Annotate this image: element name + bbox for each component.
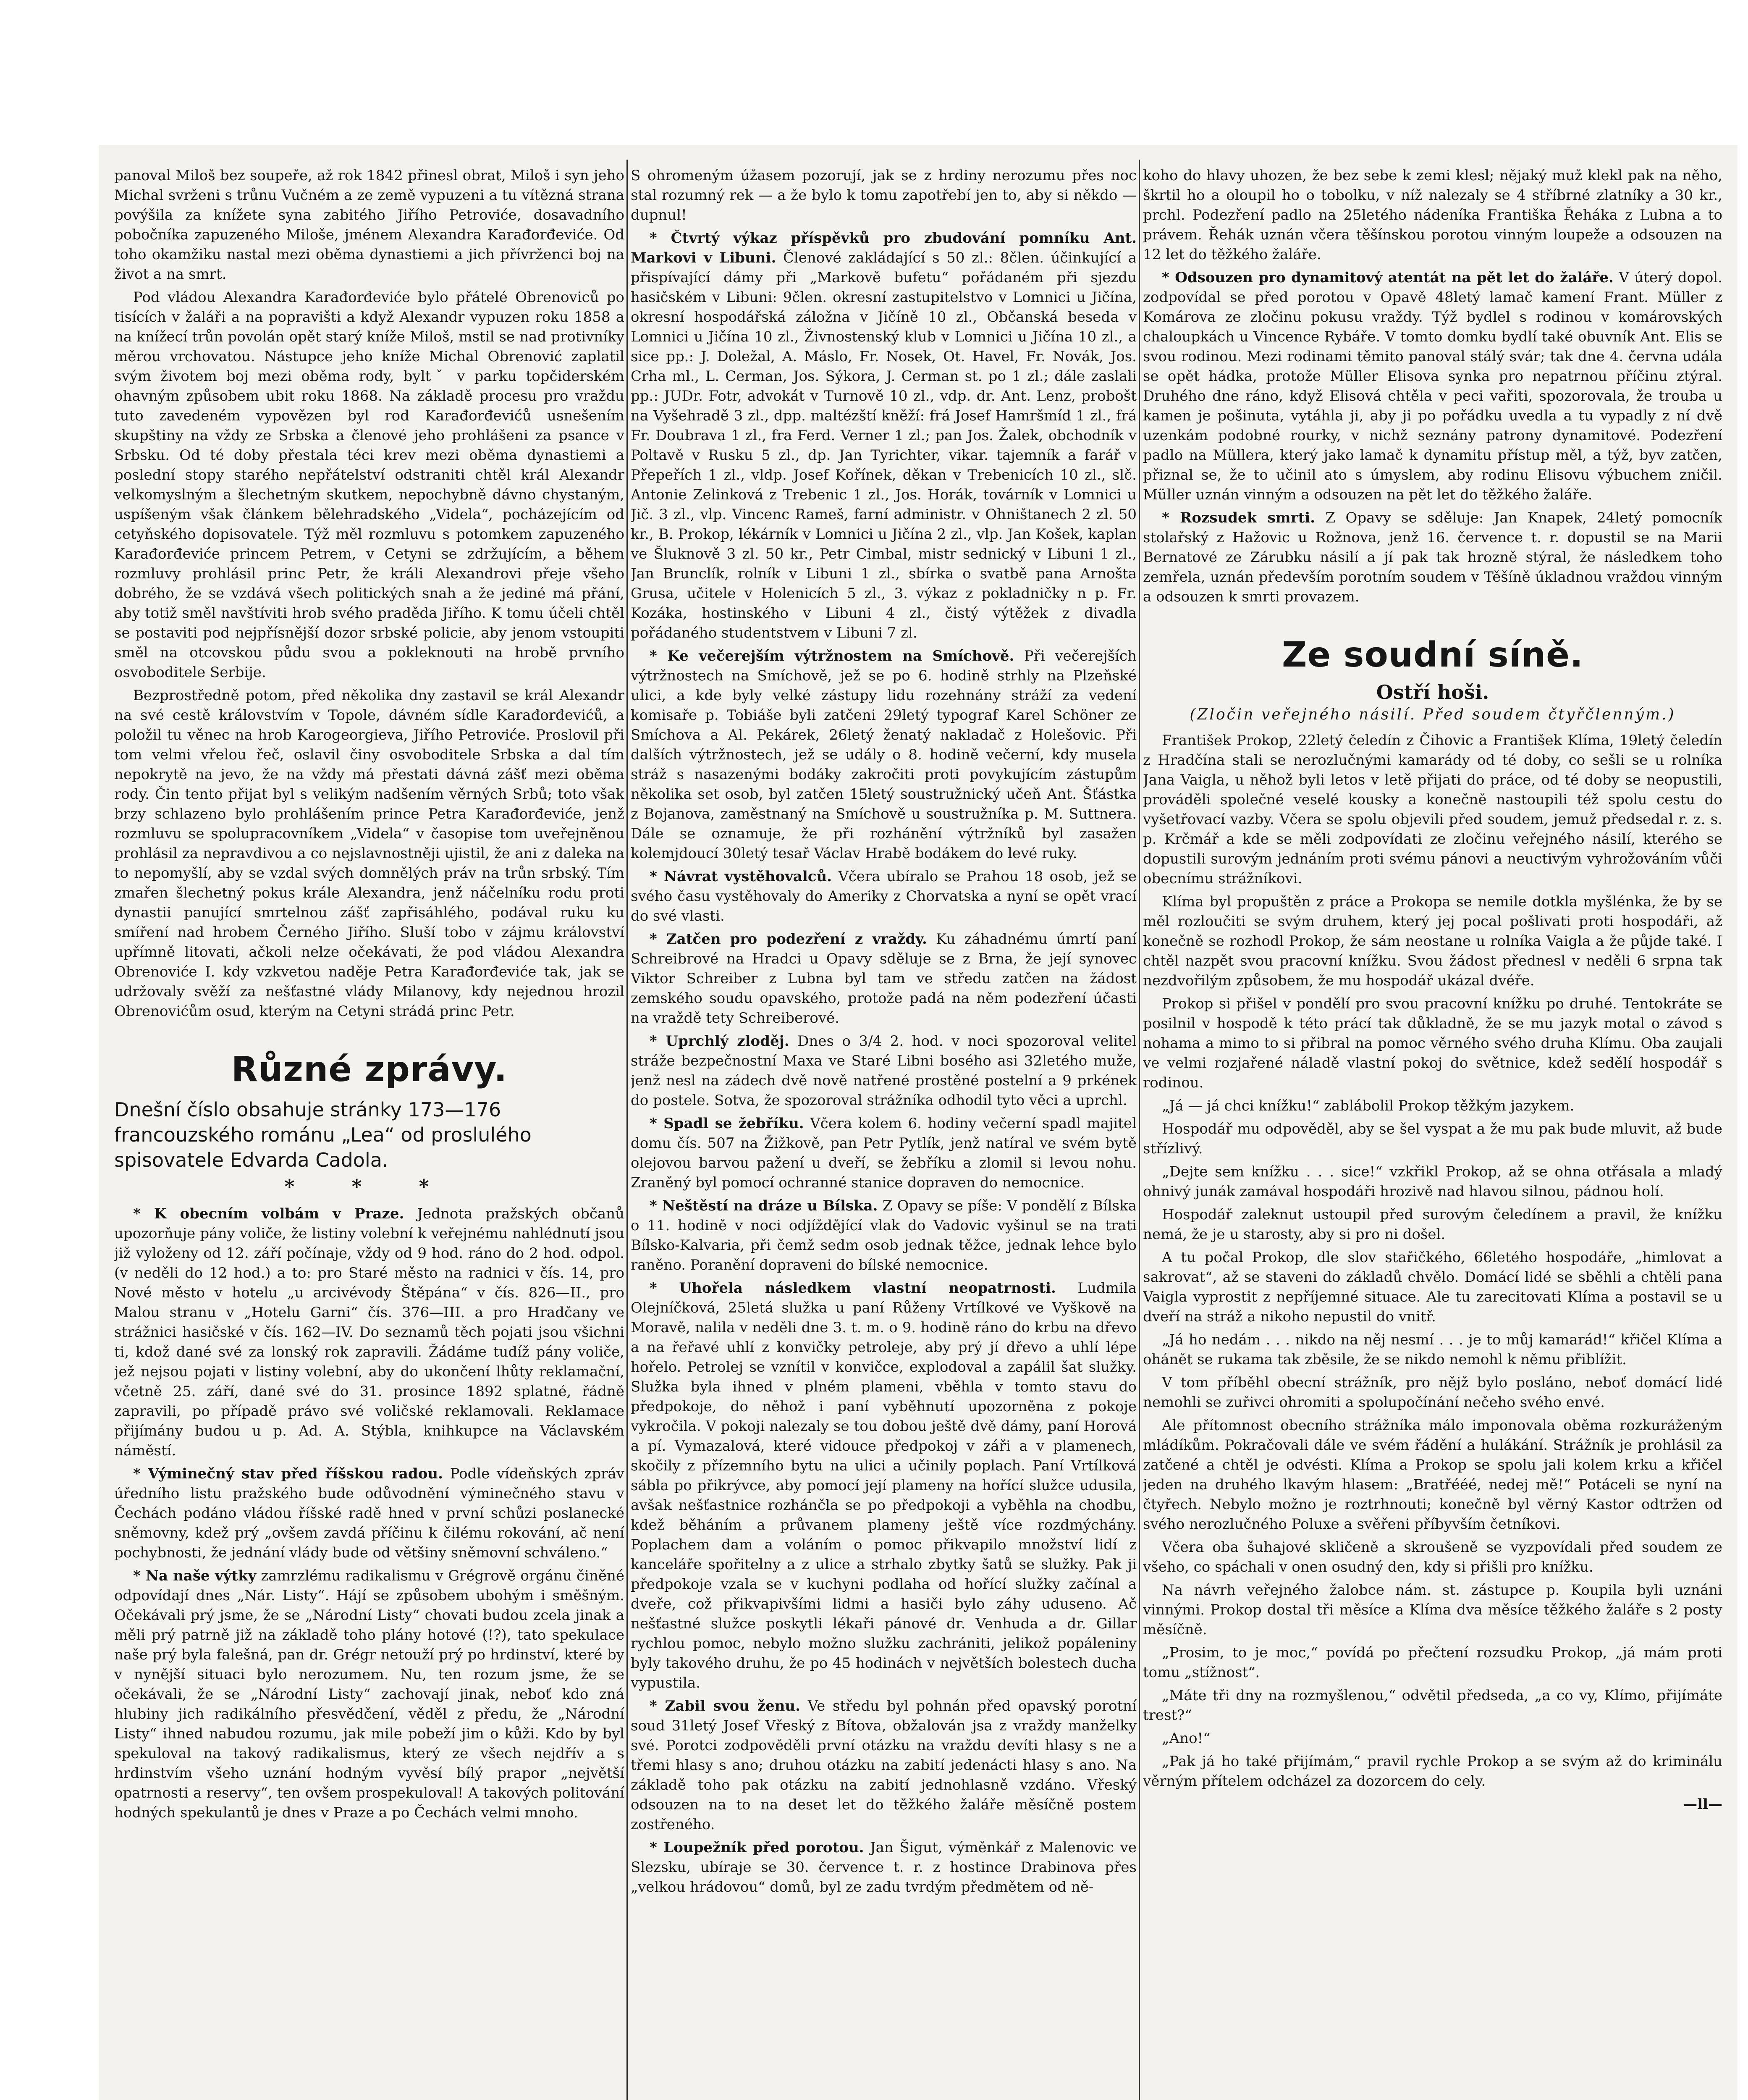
article-paragraph: „Já — já chci knížku!“ zablábolil Prokop těžkým jazykem.	[1162, 1097, 1575, 1114]
news-body: Ve středu byl pohnán před opavský porotní soud 31letý Josef Vřeský z Bítova, obžalován jsa z vraždy manželky své. Porotci zodpověděli první otázku na vraždu devíti hlasy s ne a třemi hlasy s ano; druhou otázku na zabití jedenácti hlasy s ano. Na základě toho pak otázku na zabití jednohlasně vzdáno. Vřeský odsouzen na to na deset let do těžkého žaláře měsíčně postem zostřeného.	[631, 1698, 1137, 1833]
article-paragraph: „Já ho nedám . . . nikdo na něj nesmí . . . je to můj kamarád!“ křičel Klíma a ohánět se rukama tak zběsile, že se nikdo nemohl k němu přiblížit.	[1143, 1331, 1722, 1368]
news-headline: * Výminečný stav před říšskou radou.	[133, 1465, 443, 1482]
news-item	[631, 1838, 1137, 1897]
article-paragraph: panoval Miloš bez soupeře, až rok 1842 přinesl obrat, Miloš i syn jeho Michal svrženi s trůnu Vučném a ze země vypuzeni a tu vítězná strana povýšila za knížete syna zabitého Jiřího Petroviće, dosavadního pobočníka zapuzeného Miloše, jménem Alexandra Karađorđeviće. Od toho okamžiku nastal mezi oběma dynastiemi a jich přívrženci boj na život a na smrt.	[114, 167, 624, 283]
article-paragraph: Prokop si přišel v pondělí pro svou pracovní knížku po druhé. Tentokráte se posilnil v hospodě k této prácí tak důkladně, že se mu jazyk motal o závod s nohama a mimo to si přibral na pomoc věrného svého druha Klímu. Oba zaujali ve velmi rozjařené náladě vlastní pokoj do světnice, kdež sedělí hospodář s rodinou.	[1143, 995, 1722, 1091]
right-margin	[1738, 0, 1748, 2100]
news-body: Ku záhadnému úmrtí paní Schreibrové na Hradci u Opavy sděluje se z Brna, že její synovec Viktor Schreiber z Lubna byl tam ve středu zatčen na žádost zemského soudu opavského, protože padá na něm podezření účasti na vraždě tety Schreiberové.	[631, 931, 1137, 1026]
news-body: Včera ubíralo se Prahou 18 osob, jež se svého času vystěhovaly do Ameriky z Chorvatska a nyní se opět vrací do své vlasti.	[631, 868, 1137, 924]
top-margin	[0, 0, 1748, 145]
news-item	[114, 1566, 624, 1823]
article-paragraph: „Prosim, to je moc,“ povídá po přečtení rozsudku Prokop, „já mám proti tomu „stížnost“.	[1143, 1644, 1722, 1681]
news-headline: * Rozsudek smrti.	[1162, 509, 1316, 526]
news-headline: * Odsouzen pro dynamitový atentát na pět let do žaláře.	[1162, 269, 1614, 286]
news-item	[114, 1204, 624, 1461]
news-body: Jednota pražských občanů upozorňuje pány voliče, že listiny volební k veřejnému nahlédnutí jsou již vyloženy od 12. září počínaje, vždy od 9 hod. ráno do 2 hod. odpol. (v neděli do 12 hod.) a to: pro Staré město na radnici v čís. 14, pro Nové město v hotelu „u arcivévody Štěpána“ v čís. 826—II., pro Malou stranu v „Hotelu Garni“ čís. 376—III. a pro Hradčany ve strážnici hasičské v čís. 162—IV. Do seznamů těch pojati jsou všichni ti, kdož dané své za lonský rok zapravili. Žádáme tudíž pány voliče, jež nejsou pojati v listiny volební, aby do ukončení lhůty reklamační, včetně 25. září, dané své do 31. prosince 1892 splatné, řádně zapravili, po případě právo své voličské reklamovali. Reklamace přijímány budou u p. Ad. A. Stýbla, knihkupce na Václavském náměstí.	[114, 1205, 624, 1459]
news-body: Ludmila Olejníčková, 25letá služka u paní Růženy Vrtílkové ve Vyškově na Moravě, nalila v neděli dne 3. t. m. o 9. hodině ráno do krbu na dřevo a na řeřavé uhlí z konvičky petroleje, aby prý jí dřevo a uhlí lépe hořelo. Petrolej se vznítil v konvičce, explodoval a zapálil šat služky. Služka byla ihned v plném plameni, vběhla v tomto stavu do předpokoje, do něhož i paní vyběhnutí upozorněna z pokoje vykročila. V pokoji nalezaly se tou dobou ještě dvě dámy, paní Horová a pí. Vymazalová, které vidouce předpokoj v záři a v plamenech, skočily z přízemního bytu na ulici a učinily poplach. Paní Vrtílková sábla po přikrývce, aby pomocí její plameny na hořící služce udusila, avšak nešťastnice rozhánčla se po předpokoji a vyběhla na chodbu, kdež běháním a průvanem plameny ještě více rozdmýchány. Poplachem dam a voláním o pomoc přikvapilo množství lidí z kanceláře spořitelny a z ulice a strhalo zbytky šatů se služky. Pak ji předpokoje vzala se v kuchyni podlaha od hořící služky začínal a dveře, což přikvapivšími lidmi a hasiči bylo záhy uduseno. Ač nešťastné služce poskytli lékaři pánové dr. Venhuda a dr. Gillar rychlou pomoc, nebylo možno služku zachrániti, jelikož popáleniny byly takového druhu, že po 45 hodinách v největších bolestech ducha vypustila.	[631, 1280, 1137, 1691]
article-paragraph: Ale přítomnost obecního strážníka málo imponovala oběma rozkuráženým mládíkům. Pokračovali dále ve svém řádění a hulákání. Strážník je prohlásil za zatčené a chtěl je odvésti. Klíma a Prokop se spolu jali kolem krku a křičel jeden na druhého lkavým hlasem: „Bratřééé, nedej mě!“ Potáceli se nyní na čtyřech. Nebylo možno je roztrhnouti; konečně byl věrný Kastor odtržen od svého nerozlučného Poluxe a svěřeni příbyvším četníkovi.	[1143, 1417, 1722, 1533]
news-headline: * Loupežník před porotou.	[650, 1839, 864, 1856]
news-body: zamrzlému radikalismu v Grégrově orgánu činěné odpovídají dnes „Nár. Listy“. Hájí se způsobem ubohým i směšným. Očekávali prý jsme, že se „Národní Listy“ chovati budou zcela jinak a měli prý patrně již na základě toho plány hotové (!?), tato spekulace naše prý byla falešná, pan dr. Grégr netouží prý po hrdinství, které by v nynější situaci bylo nerozumem. Nu, ten rozum jsme, že se očekávali, že se „Národní Listy“ zachovají jinak, neboť kdo zná hlubiny jich radikálního přesvědčení, věděl z předu, že „Národní Listy“ ihned nabudou rozumu, jak mile pobeží jim o kůži. Kdo by byl spekuloval na takový radikalismus, který ze všech nejdřív a s hrdinstvím všeho uznání hodným vyvěsí bílý prapor „největší opatrnosti a reservy“, ten ovšem prospekuloval! A takových politování hodných spekulantů je dnes v Praze a po Čechách velmi mnoho.	[114, 1567, 624, 1821]
news-headline: * Spadl se žebříku.	[650, 1115, 804, 1132]
article-paragraph: Na návrh veřejného žalobce nám. st. zástupce p. Koupila byli uznáni vinnými. Prokop dostal tři měsíce a Klíma dva měsíce těžkého žaláře s 2 posty měsíčně.	[1143, 1582, 1722, 1638]
article-paragraph: Hospodář zaleknut ustoupil před surovým čeledínem a pravil, že knížku nemá, že je u starosty, aby si pro ni došel.	[1143, 1206, 1722, 1243]
news-body: Včera kolem 6. hodiny večerní spadl majitel domu čís. 507 na Žižkově, pan Petr Pytlík, jenž natíral ve svém bytě olejovou barvou pažení u dveří, se žebříku a zlomil si levou nohu. Zraněný byl pomocí ochranné stanice dopraven do nemocnice.	[631, 1115, 1137, 1191]
news-headline: * Čtvrtý výkaz příspěvků pro zbudování pomníku Ant. Markovi v Libuni.	[631, 230, 1137, 266]
news-headline: * Neštěstí na dráze u Bílska.	[650, 1197, 878, 1214]
news-item	[631, 1114, 1137, 1193]
news-item	[631, 1278, 1137, 1693]
news-item	[114, 1464, 624, 1563]
news-body: Členové zakládající s 50 zl.: 8člen. účinkující a přispívající dámy při „Markově bufetu“ pořádaném při sjezdu hasičském v Libuni: 9člen. okresní zastupitelstvo v Lomnici u Jičína, okresní hospodářská záložna v Jičíně 10 zl., Občanská beseda v Lomnici u Jičína 10 zl., Živnostenský klub v Lomnici u Jičína 10 zl., a sice pp.: J. Doležal, A. Máslo, Fr. Nosek, Ot. Havel, Fr. Novák, Jos. Crha ml., L. Cerman, Jos. Sýkora, J. Cerman st. po 1 zl.; dále zaslali pp.: JUDr. Fotr, advokát v Turnově 10 zl., vdp. dr. Ant. Lenz, probošt na Vyšehradě 3 zl., dpp. maltézští kněží: frá Josef Hamršmíd 1 zl., frá Fr. Doubrava 1 zl., fra Ferd. Verner 1 zl.; pan Jos. Žalek, obchodník v Poltavě v Rusku 5 zl., dp. Jan Tyrichter, vikar. tajemník a farář v Přepeřích 1 zl., vldp. Josef Kořínek, děkan v Trebenicích 10 zl., slč. Antonie Zelinková z Trebenic 1 zl., Jos. Horák, továrník v Lomnici u Jič. 3 zl., vlp. Vincenc Rameš, farní administr. v Ohništanech 2 zl. 50 kr., B. Prokop, lékárník v Lomnici u Jičína 2 zl., vlp. Jan Košek, kaplan ve Šluknově 3 zl. 50 kr., Petr Cimbal, mistr sednický v Libuni 1 zl., Jan Brunclík, rolník v Libuni 1 zl., sbírka o svatbě pana Arnošta Grusa, učitele v Holenicích 5 zl., 3. výkaz z pokladničky n p. Fr. Kozáka, hostinského v Libuni 4 zl., čistý výtěžek z divadla pořádaného studentstvem v Libuni 7 zl.	[631, 249, 1137, 641]
news-item	[631, 929, 1137, 1028]
news-item	[631, 1696, 1137, 1835]
news-headline: * Zatčen pro podezření z vraždy.	[650, 931, 927, 948]
news-body: Z Opavy se píše: V pondělí z Bílska o 11. hodině v noci odjíždějící vlak do Vadovic vyšinul se na trati Bílsko-Kalvaria, při čemž sedm osob jednak těžce, jednak lehce bylo raněno. Poranění dopraveni do bílské nemocnice.	[631, 1197, 1137, 1273]
news-headline: * K obecním volbám v Praze.	[133, 1205, 404, 1222]
news-item	[631, 646, 1137, 864]
article-paragraph: koho do hlavy uhozen, že bez sebe k zemi klesl; nějaký muž klekl pak na něho, škrtil ho a oloupil ho o tobolku, v níž nalezaly se 4 stříbrné zlatníky a 30 kr., prchl. Podezření padlo na 25letého nádeníka Františka Řeháka z Lubna a to právem. Řehák uznán včera těšínskou porotou vinným loupeže a odsouzen na 12 let do těžkého žaláře.	[1143, 167, 1722, 263]
news-item	[631, 867, 1137, 926]
article-paragraph: „Máte tři dny na rozmyšlenou,“ odvětil předseda, „a co vy, Klímo, přijímáte trest?“	[1143, 1687, 1722, 1724]
news-body: Dnes o 3/4 2. hod. v noci spozoroval velitel stráže bezpečnostní Maxa ve Staré Libni bosého asi 32letého muže, jenž nesl na zádech dvě nově natřené prostěné postelní a 9 prkének do postele. Sotva, že spozoroval strážníka odhodil tyto věci a uprchl.	[631, 1033, 1137, 1109]
article-paragraph: Včera oba šuhajové skličeně a skroušeně se vyzpovídali před soudem ze všeho, co spáchali v onen osudný den, kdy si přišli pro knížku.	[1143, 1539, 1722, 1575]
column-rule	[1139, 160, 1140, 2100]
column-3	[1143, 166, 1722, 2100]
novel-notice: Dnešní číslo obsahuje stránky 173—176 francouzského románu „Lea“ od proslulého spisovatele Edvarda Cadola.	[114, 1098, 532, 1171]
news-item	[631, 228, 1137, 643]
news-headline: * Uprchlý zloděj.	[650, 1033, 789, 1050]
news-headline: * Návrat vystěhovalců.	[650, 868, 832, 885]
article-paragraph: „Pak já ho také přijímám,“ pravil rychle Prokop a se svým až do kriminálu věrným přítelem odcházel za dozorcem do cely.	[1143, 1753, 1722, 1790]
news-item	[631, 1032, 1137, 1110]
news-item	[1143, 268, 1722, 505]
news-body: Při večerejších výtržnostech na Smíchově, jež se po 6. hodině strhly na Plzeňské ulici, a kde byly velké zástupy lidu rozehnány stráží za vedení komisaře p. Tobiáše byli zatčeni 29letý typograf Karel Schöner ze Smíchova a Al. Pekárek, 26letý ženatý nakladač z Holešovic. Při dalších výtržnostech, jež se udály o 8. hodině večerní, kdy musela stráž s nasazenými bodáky zakročiti proti povykujícím zástupům několika set osob, byl zatčen 15letý soustružnický učeň Ant. Šťástka z Bojanova, zaměstnaný na Smíchově u soustružníka p. M. Suttnera. Dále se oznamuje, že při rozhánění výtržníků byl zasažen kolemjdoucí 30letý tesař Václav Hrabě bodákem do levé ruky.	[631, 648, 1137, 862]
news-item	[631, 1196, 1137, 1275]
column-rule	[626, 160, 628, 2100]
article-paragraph: V tom příběhl obecní strážník, pro nějž bylo posláno, neboť domácí lidé nemohli se zuřivci ohromiti a spolupočínání nečeho svého envé.	[1143, 1374, 1722, 1411]
news-body: Podle vídeňských zpráv úředního listu pražského bude odůvodnění výminečného stavu v Čechách podáno vládou říšské radě hned v první schůzi poslanecké sněmovny, kdež prý „ovšem zavdá příčinu k čilému rokování, ač není pochybnosti, že jednání vlády bude od většiny sněmovní schváleno.“	[114, 1465, 624, 1561]
story-subtitle: (Zločin veřejného násilí. Před soudem čtyřčlenným.)	[1190, 706, 1676, 723]
news-headline: * Ke večerejším výtržnostem na Smíchově.	[650, 648, 1014, 664]
column-1	[114, 166, 624, 2100]
article-paragraph: „Ano!“	[1162, 1730, 1211, 1747]
column-2	[631, 166, 1137, 2100]
article-paragraph: „Dejte sem knížku . . . sice!“ vzkřikl Prokop, až se ohna otřásala a mladý ohnivý junák zamával hospodáři hrozivě nad hlavou silnou, pádnou holí.	[1143, 1163, 1722, 1200]
article-paragraph: Hospodář mu odpověděl, aby se šel vyspat a že mu pak bude mluvit, až bude střízlivý.	[1143, 1121, 1722, 1157]
news-headline: * Na naše výtky	[133, 1567, 257, 1584]
news-headline: * Zabil svou ženu.	[650, 1698, 800, 1714]
article-paragraph: S ohromeným úžasem pozorují, jak se z hrdiny nerozumu přes noc stal rozumný rek — a že bylo k tomu zapotřebí jen to, aby si někdo — dupnul!	[631, 167, 1137, 223]
article-paragraph: František Prokop, 22letý čeledín z Čihovic a František Klíma, 19letý čeledín z Hradčína stali se nerozlučnými kamarády od té doby, co sešli se u rolníka Jana Vaigla, u něhož byli letos v letě přijati do práce, od té doby se neopustili, prováděli společné veselé kousky a konečně nastoupili též spolu cestu do vyšetřovací vazby. Včera se spolu objevili před soudem, jemuž předsedal r. z. s. p. Krčmář a kde se měli zodpovídati ze zločinu veřejného násilí, kterého se dopustili surovým jednáním proti svému pánovi a neuctivým vyhrožováním vůči obecnímu strážníkovi.	[1143, 732, 1722, 887]
separator-stars: * * *	[284, 1175, 454, 1198]
article-paragraph: A tu počal Prokop, dle slov stařičkého, 66letého hospodáře, „himlovat a sakrovat“, až se staveni do základů chvělo. Domácí lidé se sběhli a chtěli pana Vaigla vyprostit z nepříjemné situace. Ale tu zarecitovati Klíma a postavil se u dveří na stráž a nikoho nepustil do vnitř.	[1143, 1249, 1722, 1325]
story-title: Ostří hoši.	[1376, 681, 1489, 704]
section-heading-soudni-sin: Ze soudní síně.	[1282, 635, 1583, 675]
news-body: V úterý dopol. zodpovídal se před porotou v Opavě 48letý lamač kamení Frant. Müller z Komárova ze zločinu pokusu vraždy. Týž bydlel s rodinou v komárovských chaloupkách u Vincence Rybáře. V tomto domku bydlí také obuvník Ant. Elis se svou rodinou. Mezi rodinami těmito panoval stálý svár; tak dne 4. června udála se opět hádka, protože Müller Elisova synka pro nepatrnou příčinu ztýral. Druhého dne ráno, když Elisová chtěla v peci vařiti, spozorovala, že trouba u kamen je pošinuta, vytáhla ji, aby ji po pořádku uvedla a tu vypadly z ní dvě uzenkám podobné rourky, v nichž seznány patrony dynamitové. Podezření padlo na Müllera, který jako lamač k dynamitu přístup měl, a týž, byv zatčen, přiznal se, že to učinil ato s úmyslem, aby rodinu Elisovu výbuchem zničil. Müller uznán vinným a odsouzen na pět let do těžkého žaláře.	[1143, 269, 1722, 503]
news-body: Jan Šigut, výměnkář z Malenovic ve Slezsku, ubíraje se 30. července t. r. z hostince Drabinova přes „velkou hrádovou“ domů, byl ze zadu tvrdým předmětem od ně-	[631, 1839, 1137, 1895]
article-paragraph: Pod vládou Alexandra Karađorđeviće bylo přátelé Obrenoviců po tisících v žaláři a na popravišti a když Alexandr vypuzen roku 1858 a na knížecí trůn povolán opět starý kníže Miloš, mstil se nad protivníky měrou vrchovatou. Nástupce jeho kníže Michal Obrenović zaplatil svým životem boj mezi oběma rody, byltˇ v parku topčiderském ohavným způsobem ubit roku 1868. Na základě procesu pro vraždu tuto zavedeném vypovězen byl rod Karađorđevićů usnešením skupštiny na vždy ze Srbska a členové jeho prohlášeni za psance v Srbsku. Od té doby přestala téci krev mezi oběma dynastiemi a poslední stopy starého nepřátelství odstraniti chtěl král Alexandr velkomyslným a šlechetným skutkem, nepochybně dávno chystaným, uspíšeným však článkem bělehradského „Videla“, pocházejícím od cetyňského dopisovatele. Týž měl rozmluvu s potomkem zapuzeného Karađorđeviće princem Petrem, v Cetyni se zdržujícím, a během rozmluvy prohlásil princ Petr, že králi Alexandrovi přeje všeho dobrého, že se vzdává všech politických snah a že jediné má přání, aby totiž směl navštíviti hrob svého pradědа Jiřího. K tomu účeli chtěl se postaviti pod nejpřísnější dozor srbské policie, aby jenom vstoupiti směl na otcovskou půdu svou a pokleknouti na hrobě prvního osvoboditele Serbije.	[114, 289, 624, 681]
left-margin	[0, 0, 99, 2100]
article-paragraph: Bezprostředně potom, před několika dny zastavil se král Alexandr na své cestě královstvím v Topole, dávném sídle Karađorđevićů, a položil tu věnec na hrob Karogeorgieva, Jiřího Petroviće. Proslovil při tom velmi vřelou řeč, oslavil činy osvoboditele Srbska a dal tím nepokrytě na jevo, že na vždy má přestati dávná zášť mezi oběma rody. Čin tento přijat byl s velikým nadšením věrných Srbů; toto však brzy schlazeno bylo prohlášením prince Petra Karađorđeviće, jenž rozmluvu se spolupracovníkem „Videla“ v časopise tom uveřejněnou prohlásil za nepravdivou a co nejslavnostněji ujistil, že ani z daleka na to nepomyšlí, aby se vzdal svých domnělých práv na trůn srbský. Tím zmařen šlechetný pokus krále Alexandra, jenž náčelníku rodu proti dynastii panující smrtelnou zášť zapřisáhlého, podával ruku ku smíření nad hrobem Černého Jiřího. Sluší tobo v zájmu království upřímně litovati, ačkoli nelze očekávati, že pod vládou Alexandra Obrenoviće I. kdy vzkvetou naděje Petra Karađorđeviće tak, jak se udržovaly svěží za nešťastné vlády Milanovy, kdy nejednou hrozil Obrenovićům osud, kterým na Cetyni strádá princ Petr.	[114, 687, 624, 1020]
article-paragraph: Klíma byl propuštěn z práce a Prokopa se nemile dotkla myšlénka, že by se měl rozloučiti se svým druhem, který jej pocal pošlivati proti hospodáři, až konečně se rozhodl Prokop, že sám neostane u rolníka Vaigla a že půjde také. I chtěl nazpět svou pracovní knížku. Svou žádost přednesl v neděli 6 srpna tak nezdvořilým způsobem, že mu hospodář ukázal dvéře.	[1143, 893, 1722, 989]
news-item	[1143, 508, 1722, 607]
news-headline: * Uhořela následkem vlastní neopatrnosti.	[650, 1280, 1056, 1297]
author-signature: —ll—	[1683, 1796, 1722, 1813]
news-body: Z Opavy se sděluje: Jan Knapek, 24letý pomocník stolařský z Hažovic u Rožnova, jenž 16. července t. r. dopustil se na Marii Bernatové ze Zárubku násilí a jí pak tak hrozně stýral, že následkem toho zemřela, uznán především porotním soudem v Těšíně úkladnou vraždou vinným a odsouzen k smrti provazem.	[1143, 509, 1722, 605]
section-heading-ruzne-zpravy: Různé zprávy.	[231, 1050, 508, 1089]
